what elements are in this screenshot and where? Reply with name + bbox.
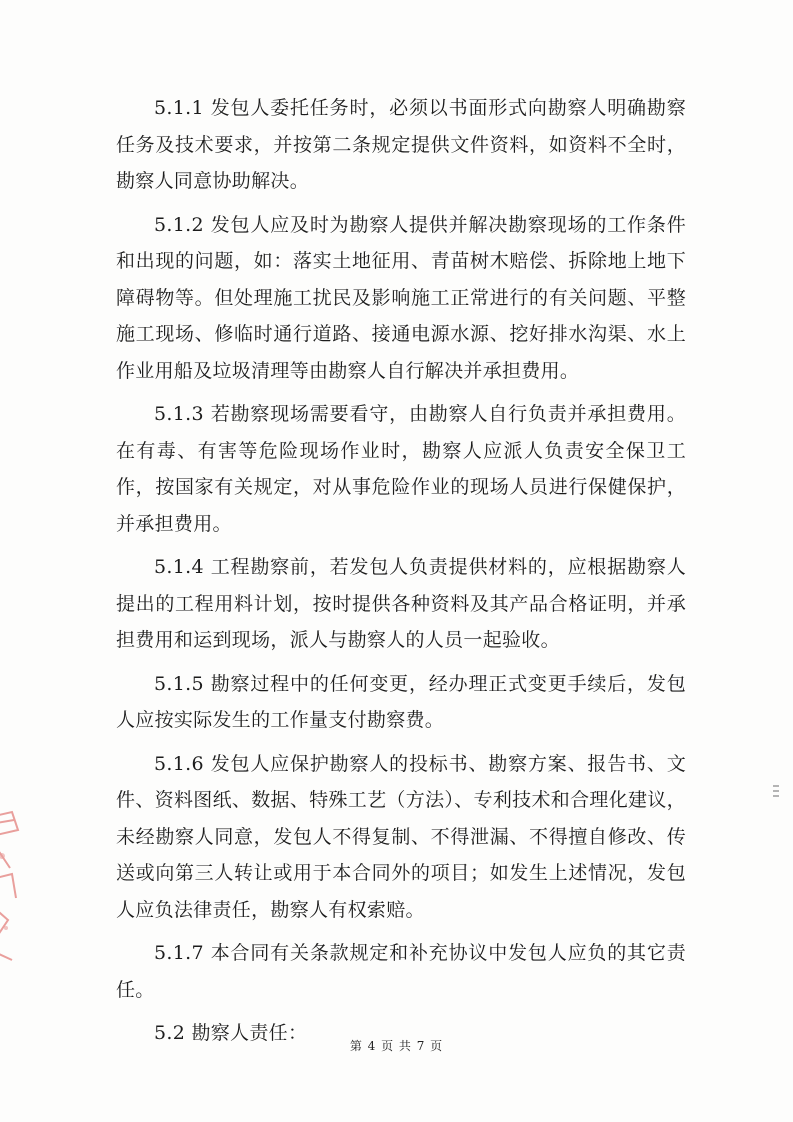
clause-5-1-6: 5.1.6 发包人应保护勘察人的投标书、勘察方案、报告书、文件、资料图纸、数据、特殊工艺（方法）、专利技术和合理化建议，未经勘察人同意，发包人不得复制、不得泄漏、不得擅自修改、传送或向第三人转让或用于本合同外的项目；如发生上述情况，发包人应负法律责任，勘察人有权索赔。	[116, 752, 686, 921]
clause-5-1-7: 5.1.7 本合同有关条款规定和补充协议中发包人应负的其它责任。	[116, 942, 686, 1001]
document-body	[116, 90, 686, 1059]
clause-5-1-2: 5.1.2 发包人应及时为勘察人提供并解决勘察现场的工作条件和出现的问题，如：落实土地征用、青苗树木赔偿、拆除地上地下障碍物等。但处理施工扰民及影响施工正常进行的有关问题、平整施工现场、修临时通行道路、接通电源水源、挖好排水沟渠、水上作业用船及垃圾清理等由勘察人自行解决并承担费用。	[116, 213, 686, 382]
scan-edge-mark	[771, 784, 781, 798]
page-number-footer: 第 4 页 共 7 页	[349, 1039, 444, 1053]
clause-5-1-4: 5.1.4 工程勘察前，若发包人负责提供材料的，应根据勘察人提出的工程用料计划，按时提供各种资料及其产品合格证明，并承担费用和运到现场，派人与勘察人的人员一起验收。	[116, 556, 686, 651]
clause-5-1-5: 5.1.5 勘察过程中的任何变更，经办理正式变更手续后，发包人应按实际发生的工作量支付勘察费。	[116, 672, 686, 731]
clause-5-1-1: 5.1.1 发包人委托任务时，必须以书面形式向勘察人明确勘察任务及技术要求，并按第二条规定提供文件资料，如资料不全时，勘察人同意协助解决。	[116, 97, 686, 192]
seal-stamp-fragment	[0, 810, 32, 970]
clause-5-1-3: 5.1.3 若勘察现场需要看守，由勘察人自行负责并承担费用。在有毒、有害等危险现场作业时，勘察人应派人负责安全保卫工作，按国家有关规定，对从事危险作业的现场人员进行保健保护，并承担费用。	[116, 403, 686, 535]
clause-5-2-heading: 5.2 勘察人责任：	[154, 1022, 308, 1044]
